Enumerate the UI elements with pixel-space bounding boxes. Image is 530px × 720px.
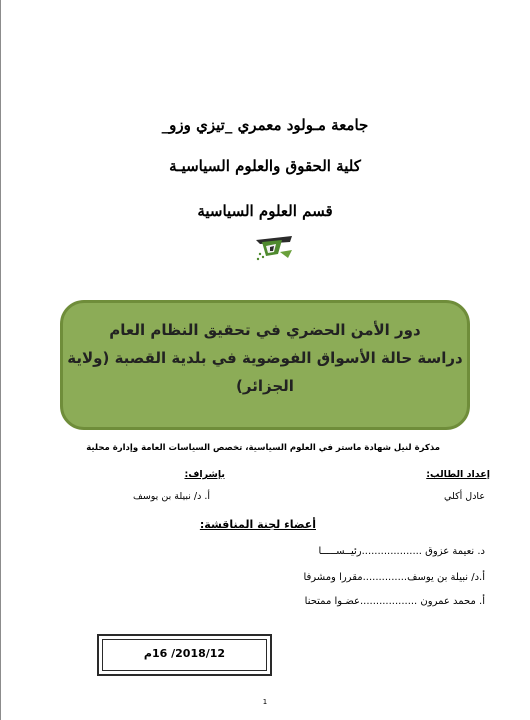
prepared-by-label: إعداد الطالب:	[426, 469, 490, 480]
committee-member: أ.د/ نبيلة بن يوسف..............مقررا ومشرفا	[303, 572, 485, 583]
committee-member: أ. محمد عمرون ..................عضـوا ممتحنا	[304, 596, 485, 607]
student-name: عادل أكلي	[444, 491, 485, 502]
page-edge	[0, 0, 1, 720]
committee-member: د. نعيمة عزوق ...................رئيــســـــا	[318, 546, 485, 557]
thesis-title-line-2: دراسة حالة الأسواق الفوضوية في بلدية القصبة (ولاية	[67, 349, 463, 367]
supervisor-name: أ. د/ نبيلة بن يوسف	[132, 491, 210, 502]
department-name: قسم العلوم السياسية	[197, 202, 333, 220]
thesis-title-line-3: الجزائر)	[236, 377, 294, 395]
defense-date: 2018/12/ 16م	[143, 647, 226, 660]
faculty-name: كلية الحقوق والعلوم السياسيـة	[169, 157, 361, 175]
page-number: 1	[262, 698, 268, 706]
university-name: جامعة مـولود معمري _تيزي وزو_	[161, 116, 369, 134]
supervised-by-label: بإشراف:	[184, 469, 225, 480]
thesis-title-line-1: دور الأمن الحضري في تحقيق النظام العام	[109, 321, 421, 339]
date-frame	[97, 634, 272, 676]
thesis-title-box	[60, 300, 470, 430]
university-logo-icon	[252, 232, 296, 264]
degree-statement: مذكرة لنيل شهادة ماستر في العلوم السياسية، تخصص السياسات العامة وإدارة محلية	[86, 443, 440, 453]
committee-heading: أعضاء لجنة المناقشة:	[199, 518, 316, 531]
